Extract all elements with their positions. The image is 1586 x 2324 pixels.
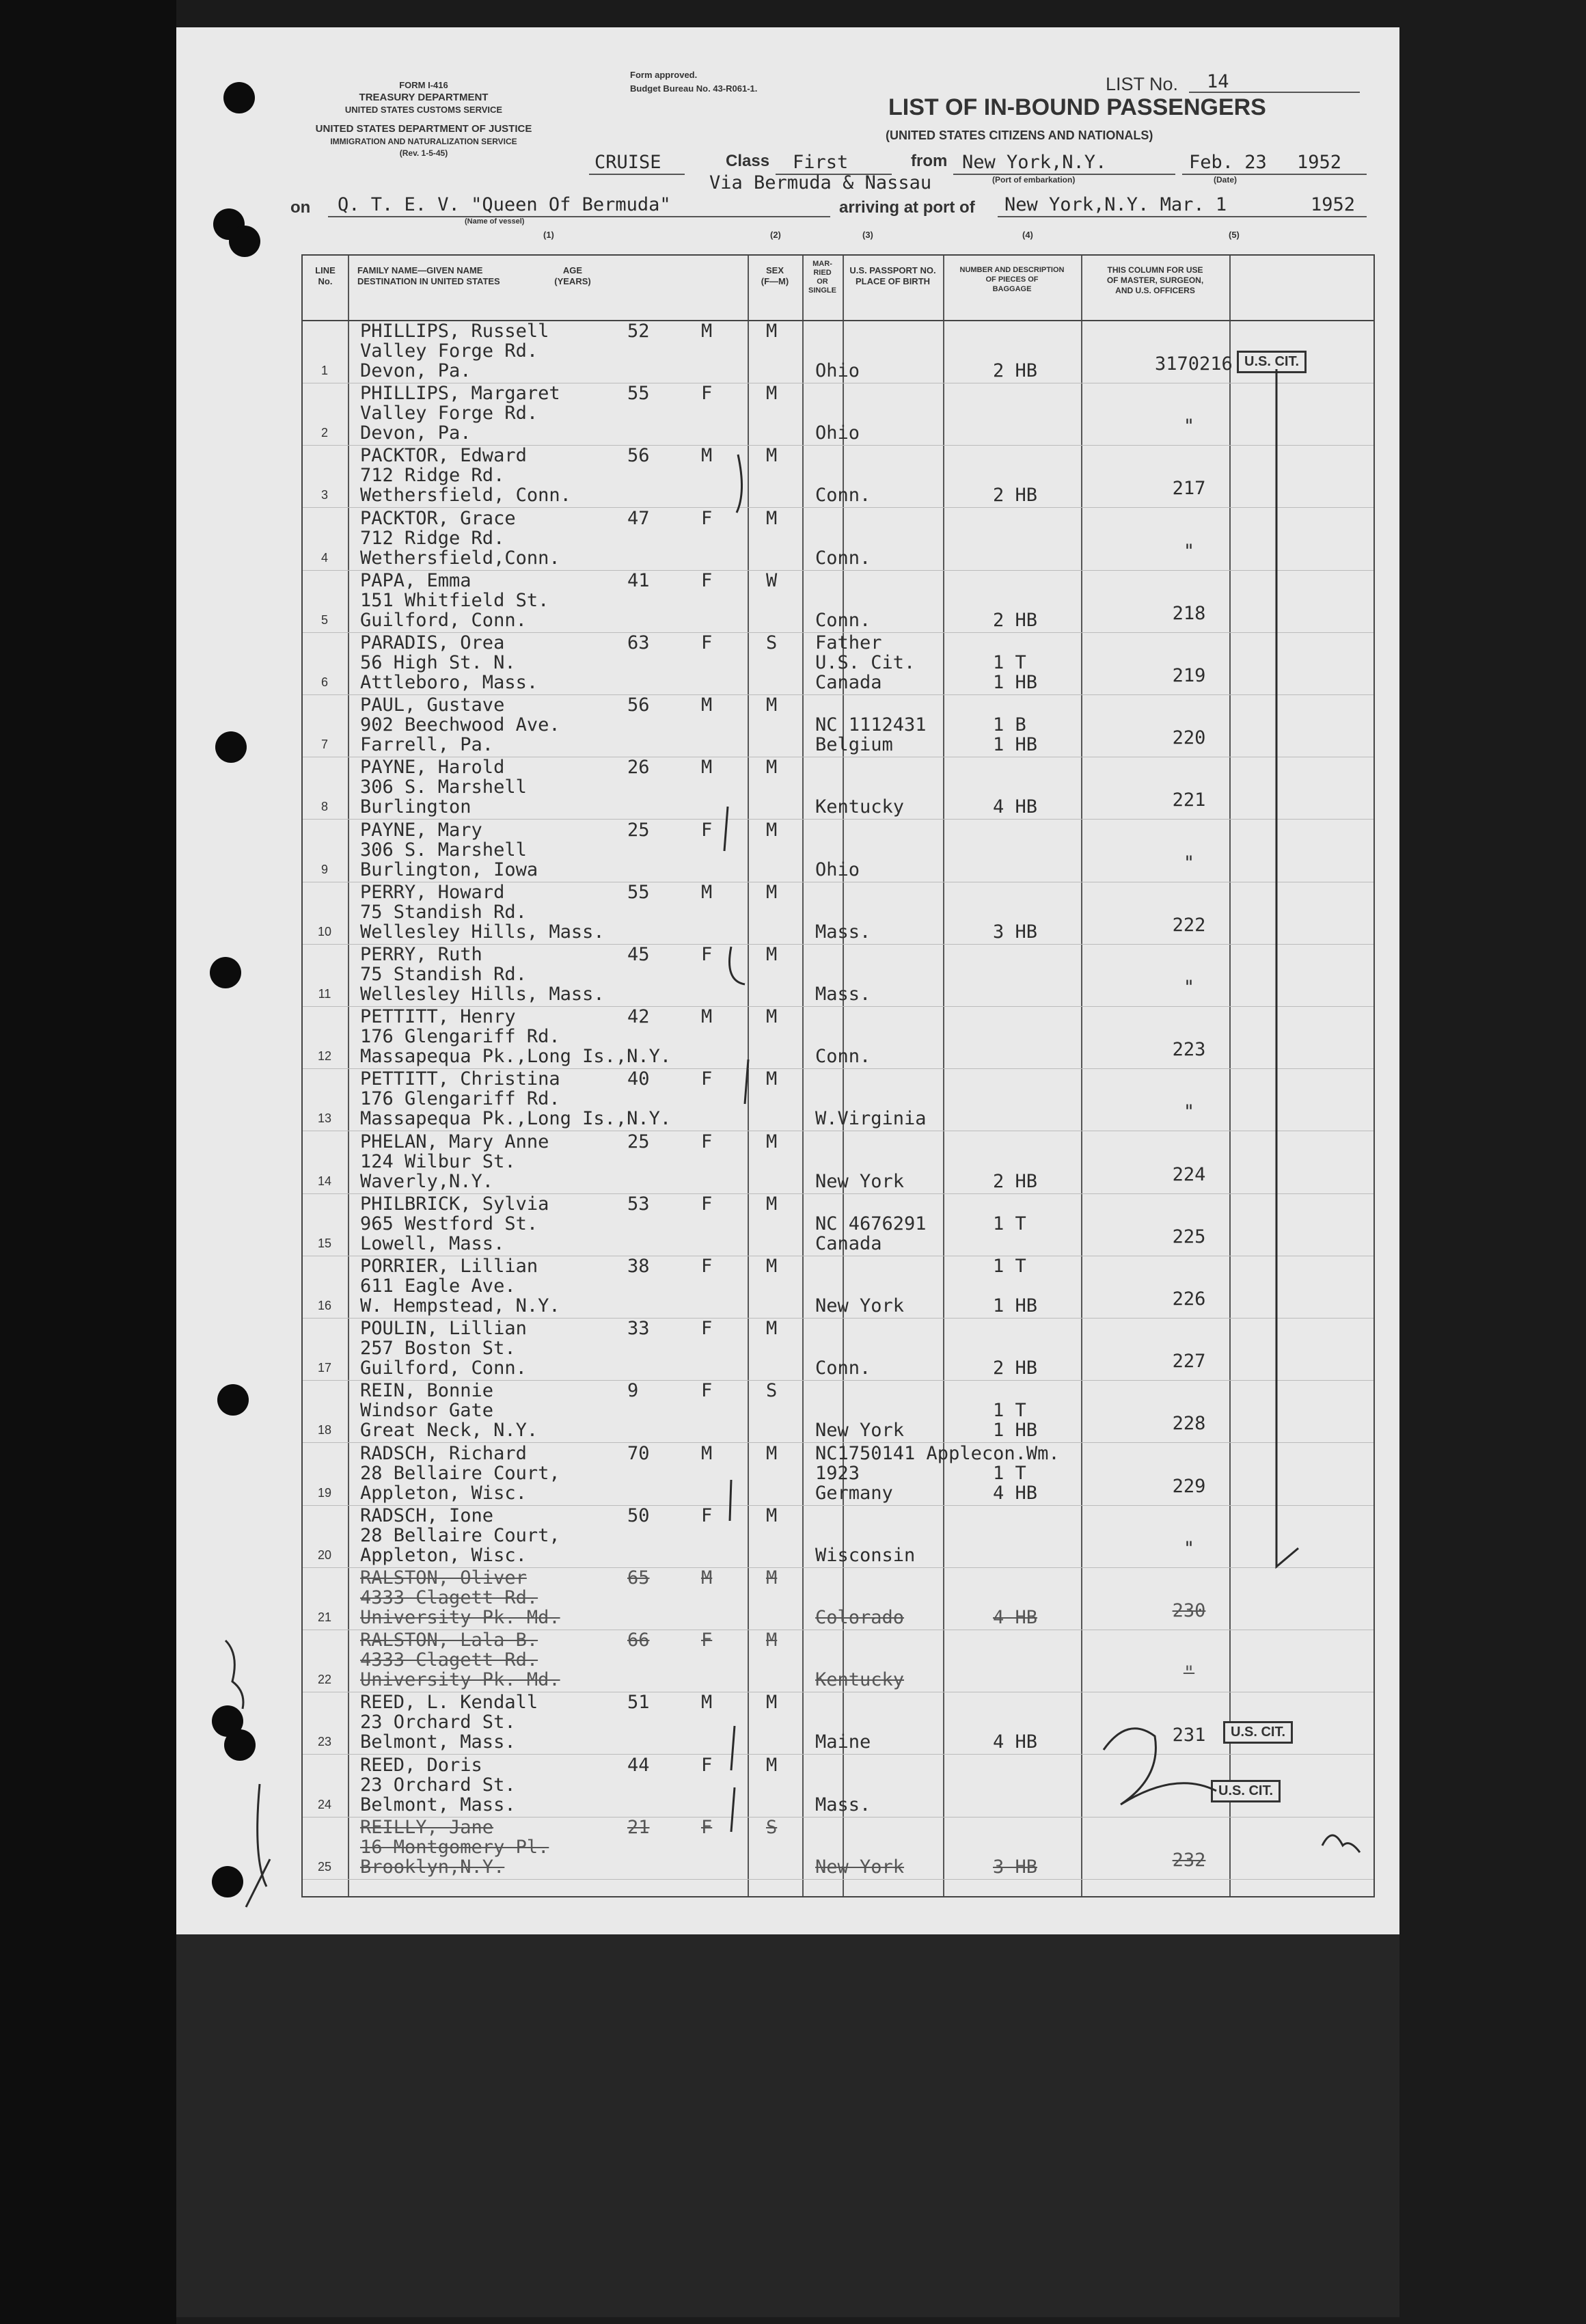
marital-status: M — [766, 383, 778, 405]
place-of-birth: New York — [815, 1856, 905, 1878]
place-of-birth: Maine — [815, 1731, 871, 1753]
baggage-line-3: 1 HB — [993, 734, 1038, 756]
place-of-birth: Conn. — [815, 609, 871, 631]
passenger-name: PARADIS, Orea — [360, 632, 505, 653]
marital-status: M — [766, 1692, 778, 1714]
form-number: FORM I-416 — [399, 80, 448, 90]
line-number: 14 — [317, 1174, 332, 1188]
baggage-line-3: 2 HB — [993, 1170, 1038, 1192]
officer-certificate-no: 226 — [1172, 1288, 1206, 1310]
passenger-name: REIN, Bonnie — [360, 1380, 494, 1402]
passenger-age: 70 — [627, 1442, 650, 1464]
officer-certificate-no: 3170216 — [1155, 353, 1233, 375]
passenger-name: PHILBRICK, Sylvia — [360, 1193, 549, 1215]
header-line-no: LINE No. — [315, 265, 336, 286]
line-number: 6 — [320, 675, 328, 689]
place-of-birth: Colorado — [815, 1607, 905, 1628]
us-citizen-stamp: U.S. CIT. — [1211, 1780, 1281, 1802]
line-number: 25 — [317, 1859, 332, 1874]
officer-certificate-no: 229 — [1172, 1475, 1206, 1497]
passenger-sex: M — [701, 1006, 713, 1028]
passenger-street: 257 Boston St. — [360, 1338, 516, 1360]
baggage-line-3: 2 HB — [993, 360, 1038, 381]
passenger-age: 38 — [627, 1256, 650, 1277]
passenger-destination: University Pk. Md. — [360, 1607, 560, 1628]
line-number: 2 — [320, 426, 328, 440]
officer-certificate-no: 222 — [1172, 914, 1206, 936]
passenger-age: 55 — [627, 383, 650, 405]
marital-status: M — [766, 445, 778, 467]
marital-status: M — [766, 1256, 778, 1277]
passenger-sex: F — [701, 1068, 713, 1090]
marital-status: M — [766, 1318, 778, 1340]
passenger-destination: University Pk. Md. — [360, 1669, 560, 1691]
embarkation-date: Feb. 23 — [1189, 152, 1267, 173]
col-number-4: (4) — [1022, 230, 1033, 240]
passenger-age: 25 — [627, 819, 650, 841]
passport-line-2: NC 1112431 — [815, 714, 927, 736]
place-of-birth: Ohio — [815, 422, 860, 444]
place-of-birth: Canada — [815, 1232, 882, 1254]
officer-certificate-no: " — [1183, 852, 1195, 874]
place-of-birth: Conn. — [815, 1357, 871, 1379]
officer-certificate-no: " — [1183, 1662, 1195, 1684]
baggage-line-2: 1 B — [993, 714, 1026, 736]
passenger-destination: Brooklyn,N.Y. — [360, 1856, 505, 1878]
passenger-age: 66 — [627, 1630, 650, 1651]
officer-certificate-no: 224 — [1172, 1163, 1206, 1185]
form-approved: Form approved. — [630, 70, 698, 80]
officer-certificate-no: 218 — [1172, 602, 1206, 624]
passenger-street: 965 Westford St. — [360, 1213, 538, 1234]
passenger-sex: F — [701, 1816, 713, 1838]
place-of-birth: Germany — [815, 1482, 893, 1504]
passenger-age: 47 — [627, 507, 650, 529]
passenger-age: 42 — [627, 1006, 650, 1028]
passenger-sex: F — [701, 383, 713, 405]
passenger-street: 151 Whitfield St. — [360, 589, 549, 611]
passenger-age: 65 — [627, 1567, 650, 1589]
officer-certificate-no: 223 — [1172, 1039, 1206, 1061]
passenger-street: 902 Beechwood Ave. — [360, 714, 560, 736]
passenger-street: 4333 Clagett Rd. — [360, 1649, 538, 1671]
line-number: 1 — [320, 364, 328, 377]
baggage-line-2: 1 T — [993, 652, 1026, 673]
line-number: 7 — [320, 738, 328, 752]
from-label: from — [911, 152, 948, 170]
col-number-5: (5) — [1229, 230, 1240, 240]
baggage-line-2: 1 T — [993, 1400, 1026, 1422]
marital-status: M — [766, 321, 778, 342]
officer-certificate-no: " — [1183, 1101, 1195, 1123]
marital-status: M — [766, 757, 778, 779]
passenger-age: 53 — [627, 1193, 650, 1215]
passenger-street: 306 S. Marshell — [360, 839, 527, 861]
officer-certificate-no: 221 — [1172, 789, 1206, 811]
place-of-birth: New York — [815, 1170, 905, 1192]
passenger-sex: F — [701, 1318, 713, 1340]
dept-justice: UNITED STATES DEPARTMENT OF JUSTICE — [315, 123, 532, 135]
passenger-name: PORRIER, Lillian — [360, 1256, 538, 1277]
passenger-name: REED, L. Kendall — [360, 1692, 538, 1714]
dept-customs: UNITED STATES CUSTOMS SERVICE — [344, 105, 503, 115]
passenger-street: 712 Ridge Rd. — [360, 465, 505, 487]
marital-status: M — [766, 1193, 778, 1215]
passenger-destination: Devon, Pa. — [360, 360, 471, 381]
passenger-street: 306 S. Marshell — [360, 776, 527, 798]
passenger-destination: Belmont, Mass. — [360, 1731, 516, 1753]
passenger-street: 611 Eagle Ave. — [360, 1275, 516, 1297]
place-of-birth: Mass. — [815, 1794, 871, 1815]
marital-status: S — [766, 1380, 778, 1402]
class-value: First — [793, 152, 849, 173]
baggage-line-3: 2 HB — [993, 485, 1038, 506]
passenger-street: 23 Orchard St. — [360, 1712, 516, 1733]
passenger-name: PERRY, Howard — [360, 881, 505, 903]
header-sex: SEX (F—M) — [761, 265, 789, 286]
passport-line-1: NC1750141 Applecon.Wm. — [815, 1442, 1060, 1464]
passenger-name: PACKTOR, Grace — [360, 507, 516, 529]
passenger-destination: Great Neck, N.Y. — [360, 1420, 538, 1442]
line-number: 10 — [317, 924, 332, 938]
passenger-age: 45 — [627, 944, 650, 965]
manifest-subtitle: (UNITED STATES CITIZENS AND NATIONALS) — [886, 129, 1153, 142]
passenger-name: POULIN, Lillian — [360, 1318, 527, 1340]
place-of-birth: Wisconsin — [815, 1544, 916, 1566]
embarkation-year: 1952 — [1297, 152, 1342, 173]
place-of-birth: Kentucky — [815, 796, 905, 818]
passenger-destination: Appleton, Wisc. — [360, 1544, 527, 1566]
passenger-destination: Appleton, Wisc. — [360, 1482, 527, 1504]
passenger-sex: F — [701, 1380, 713, 1402]
passport-line-1: Father — [815, 632, 882, 653]
baggage-line-2: 1 T — [993, 1213, 1026, 1234]
passenger-destination: Devon, Pa. — [360, 422, 471, 444]
place-of-birth: Mass. — [815, 984, 871, 1005]
passenger-name: REILLY, Jane — [360, 1816, 494, 1838]
place-of-birth: Kentucky — [815, 1669, 905, 1691]
baggage-line-3: 1 HB — [993, 1420, 1038, 1442]
arriving-label: arriving at port of — [839, 198, 975, 217]
passenger-name: PHILLIPS, Margaret — [360, 383, 560, 405]
line-number: 21 — [317, 1610, 332, 1624]
marital-status: M — [766, 881, 778, 903]
marital-status: M — [766, 1754, 778, 1776]
passenger-sex: F — [701, 1131, 713, 1152]
passenger-name: PACKTOR, Edward — [360, 445, 527, 467]
passenger-street: 23 Orchard St. — [360, 1774, 516, 1796]
passenger-age: 21 — [627, 1816, 650, 1838]
line-number: 20 — [317, 1548, 332, 1562]
passenger-destination: Wellesley Hills, Mass. — [360, 984, 605, 1005]
bracket-line — [1276, 369, 1298, 1567]
line-number: 11 — [318, 987, 331, 1001]
passenger-age: 9 — [627, 1380, 639, 1402]
passenger-sex: F — [701, 819, 713, 841]
col-number-1: (1) — [543, 230, 554, 240]
place-of-birth: New York — [815, 1420, 905, 1442]
place-of-birth: Mass. — [815, 921, 871, 943]
officer-certificate-no: " — [1183, 977, 1195, 998]
line-number: 15 — [317, 1236, 332, 1250]
passenger-age: 56 — [627, 694, 650, 716]
line-number: 13 — [317, 1111, 332, 1126]
passenger-street: Windsor Gate — [360, 1400, 494, 1422]
line-number: 19 — [317, 1485, 332, 1500]
passenger-street: 75 Standish Rd. — [360, 901, 527, 923]
passenger-sex: M — [701, 757, 713, 779]
passenger-destination: Belmont, Mass. — [360, 1794, 516, 1815]
passenger-street: 28 Bellaire Court, — [360, 1462, 560, 1484]
passenger-sex: F — [701, 632, 713, 653]
passenger-sex: M — [701, 694, 713, 716]
place-of-birth: Conn. — [815, 1046, 871, 1068]
list-no-label: LIST No. — [1106, 74, 1179, 94]
manifest-title: LIST OF IN-BOUND PASSENGERS — [888, 94, 1266, 120]
passenger-street: 712 Ridge Rd. — [360, 527, 505, 549]
line-number: 3 — [320, 488, 328, 502]
passenger-sex: M — [701, 1692, 713, 1714]
us-citizen-stamp: U.S. CIT. — [1237, 351, 1307, 373]
line-number: 17 — [317, 1361, 332, 1375]
passenger-street: 176 Glengariff Rd. — [360, 1026, 560, 1048]
header-baggage: NUMBER AND DESCRIPTION OF PIECES OF BAGGAGE — [959, 266, 1065, 293]
marital-status: W — [766, 569, 778, 591]
passenger-name: PETTITT, Christina — [360, 1068, 560, 1090]
passenger-street: 124 Wilbur St. — [360, 1150, 516, 1172]
marital-status: S — [766, 632, 778, 653]
baggage-line-3: 4 HB — [993, 1731, 1038, 1753]
signature — [1104, 1729, 1216, 1805]
cruise-label: CRUISE — [594, 152, 661, 173]
passenger-age: 26 — [627, 757, 650, 779]
place-of-birth: W.Virginia — [815, 1108, 927, 1130]
form-revision: (Rev. 1-5-45) — [399, 148, 448, 158]
place-of-birth: Conn. — [815, 485, 871, 506]
marital-status: M — [766, 1442, 778, 1464]
passenger-name: RADSCH, Richard — [360, 1442, 527, 1464]
passenger-destination: Massapequa Pk.,Long Is.,N.Y. — [360, 1108, 672, 1130]
passenger-street: 16 Montgomery Pl. — [360, 1836, 549, 1858]
passenger-destination: Waverly,N.Y. — [360, 1170, 494, 1192]
dept-treasury: TREASURY DEPARTMENT — [359, 92, 489, 103]
passenger-age: 56 — [627, 445, 650, 467]
passenger-name: PAPA, Emma — [360, 569, 471, 591]
passenger-sex: F — [701, 569, 713, 591]
baggage-line-3: 2 HB — [993, 609, 1038, 631]
passenger-destination: Guilford, Conn. — [360, 609, 527, 631]
baggage-line-3: 4 HB — [993, 1607, 1038, 1628]
line-number: 22 — [317, 1673, 332, 1687]
passenger-age: 25 — [627, 1131, 650, 1152]
vessel-name: Q. T. E. V. "Queen Of Bermuda" — [338, 194, 671, 215]
baggage-line-3: 1 HB — [993, 672, 1038, 693]
baggage-line-3: 1 HB — [993, 1295, 1038, 1316]
passenger-destination: Farrell, Pa. — [360, 734, 494, 756]
passenger-street: Valley Forge Rd. — [360, 340, 538, 362]
marital-status: M — [766, 944, 778, 965]
passenger-sex: M — [701, 881, 713, 903]
passenger-name: PERRY, Ruth — [360, 944, 482, 965]
passenger-destination: Lowell, Mass. — [360, 1232, 505, 1254]
passenger-name: RADSCH, Ione — [360, 1504, 494, 1526]
embarkation-port: New York,N.Y. — [962, 152, 1107, 173]
line-number: 5 — [320, 612, 328, 627]
marital-status: M — [766, 694, 778, 716]
passenger-name: PAUL, Gustave — [360, 694, 505, 716]
place-of-birth: Ohio — [815, 360, 860, 381]
officer-certificate-no: 225 — [1172, 1226, 1206, 1247]
header-name: FAMILY NAME—GIVEN NAME DESTINATION IN UNITED STATES — [357, 265, 500, 286]
passenger-sex: F — [701, 1754, 713, 1776]
passenger-age: 41 — [627, 569, 650, 591]
passenger-destination: W. Hempstead, N.Y. — [360, 1295, 560, 1316]
passenger-name: REED, Doris — [360, 1754, 482, 1776]
baggage-line-3: 4 HB — [993, 1482, 1038, 1504]
passenger-name: PHILLIPS, Russell — [360, 321, 549, 342]
line-number: 24 — [317, 1797, 332, 1811]
officer-certificate-no: " — [1183, 540, 1195, 562]
passenger-destination: Massapequa Pk.,Long Is.,N.Y. — [360, 1046, 672, 1068]
col-number-2: (2) — [770, 230, 781, 240]
officer-certificate-no: 228 — [1172, 1413, 1206, 1435]
header-married: MAR- RIED OR SINGLE — [808, 260, 836, 295]
baggage-line-3: 3 HB — [993, 1856, 1038, 1878]
us-citizen-stamp: U.S. CIT. — [1223, 1721, 1293, 1744]
passenger-sex: F — [701, 944, 713, 965]
passenger-sex: F — [701, 1630, 713, 1651]
passenger-street: 56 High St. N. — [360, 652, 516, 673]
officer-certificate-no: " — [1183, 1537, 1195, 1559]
passenger-sex: F — [701, 1193, 713, 1215]
passenger-street: 176 Glengariff Rd. — [360, 1088, 560, 1110]
passenger-destination: Burlington, Iowa — [360, 859, 538, 880]
col-number-3: (3) — [862, 230, 873, 240]
dept-immigration: IMMIGRATION AND NATURALIZATION SERVICE — [330, 137, 517, 146]
place-of-birth: Conn. — [815, 547, 871, 569]
passport-line-2: NC 4676291 — [815, 1213, 927, 1234]
passenger-name: PETTITT, Henry — [360, 1006, 516, 1028]
baggage-line-3: 4 HB — [993, 796, 1038, 818]
line-number: 8 — [320, 800, 328, 814]
passenger-destination: Wethersfield,Conn. — [360, 547, 560, 569]
officer-certificate-no: " — [1183, 416, 1195, 437]
place-of-birth: Canada — [815, 672, 882, 693]
list-number: 14 — [1207, 71, 1229, 92]
passenger-name: RALSTON, Lala B. — [360, 1630, 538, 1651]
passenger-age: 55 — [627, 881, 650, 903]
marital-status: S — [766, 1816, 778, 1838]
officer-certificate-no: 220 — [1172, 727, 1206, 749]
passenger-sex: M — [701, 445, 713, 467]
baggage-line-3: 2 HB — [993, 1357, 1038, 1379]
via-ports: Via Bermuda & Nassau — [709, 172, 932, 193]
passenger-age: 50 — [627, 1504, 650, 1526]
line-number: 23 — [317, 1735, 332, 1749]
passenger-sex: M — [701, 1442, 713, 1464]
passport-line-2: U.S. Cit. — [815, 652, 916, 673]
class-label: Class — [726, 152, 770, 170]
passenger-destination: Burlington — [360, 796, 471, 818]
passenger-destination: Attleboro, Mass. — [360, 672, 538, 693]
officer-certificate-no: 227 — [1172, 1351, 1206, 1373]
passenger-name: PHELAN, Mary Anne — [360, 1131, 549, 1152]
marital-status: M — [766, 1131, 778, 1152]
date-caption: (Date) — [1214, 175, 1238, 185]
on-label: on — [290, 198, 311, 217]
officer-certificate-no: 230 — [1172, 1600, 1206, 1621]
marital-status: M — [766, 1068, 778, 1090]
passenger-age: 33 — [627, 1318, 650, 1340]
passenger-destination: Wethersfield, Conn. — [360, 485, 571, 506]
passenger-street: 75 Standish Rd. — [360, 964, 527, 985]
passenger-age: 44 — [627, 1754, 650, 1776]
passenger-age: 63 — [627, 632, 650, 653]
passenger-age: 51 — [627, 1692, 650, 1714]
passenger-street: 28 Bellaire Court, — [360, 1524, 560, 1546]
baggage-line-1: 1 T — [993, 1256, 1026, 1277]
passenger-sex: F — [701, 1256, 713, 1277]
marital-status: M — [766, 1504, 778, 1526]
marital-status: M — [766, 507, 778, 529]
officer-certificate-no: 232 — [1172, 1849, 1206, 1871]
passenger-age: 40 — [627, 1068, 650, 1090]
baggage-line-3: 3 HB — [993, 921, 1038, 943]
marital-status: M — [766, 1567, 778, 1589]
line-number: 12 — [317, 1049, 332, 1064]
arrival-port: New York,N.Y. Mar. 1 — [1004, 194, 1227, 215]
embarkation-caption: (Port of embarkation) — [992, 175, 1076, 185]
officer-certificate-no: 217 — [1172, 478, 1206, 500]
line-number: 4 — [320, 550, 328, 565]
budget-bureau: Budget Bureau No. 43-R061-1. — [630, 83, 758, 94]
marital-status: M — [766, 819, 778, 841]
passenger-street: Valley Forge Rd. — [360, 403, 538, 424]
officer-certificate-no: 219 — [1172, 665, 1206, 686]
passenger-sex: M — [701, 1567, 713, 1589]
passenger-sex: M — [701, 321, 713, 342]
header-age: AGE (YEARS) — [554, 265, 591, 286]
passenger-destination: Wellesley Hills, Mass. — [360, 921, 605, 943]
place-of-birth: Belgium — [815, 734, 893, 756]
header-officers: THIS COLUMN FOR USE OF MASTER, SURGEON, AND U.S. OFFICERS — [1106, 265, 1204, 295]
vessel-caption: (Name of vessel) — [465, 217, 525, 226]
marital-status: M — [766, 1630, 778, 1651]
baggage-line-2: 1 T — [993, 1462, 1026, 1484]
passenger-street: 4333 Clagett Rd. — [360, 1587, 538, 1608]
line-number: 9 — [320, 862, 328, 876]
header-passport: U.S. PASSPORT NO. PLACE OF BIRTH — [849, 265, 936, 286]
passenger-sex: F — [701, 1504, 713, 1526]
passport-line-2: 1923 — [815, 1462, 860, 1484]
arrival-year: 1952 — [1311, 194, 1356, 215]
place-of-birth: New York — [815, 1295, 905, 1316]
passenger-name: RALSTON, Oliver — [360, 1567, 527, 1589]
passenger-destination: Guilford, Conn. — [360, 1357, 527, 1379]
line-number: 16 — [317, 1299, 332, 1312]
officer-certificate-no: 231 — [1172, 1725, 1206, 1746]
place-of-birth: Ohio — [815, 859, 860, 880]
marital-status: M — [766, 1006, 778, 1028]
passenger-age: 52 — [627, 321, 650, 342]
passenger-name: PAYNE, Harold — [360, 757, 505, 779]
line-number: 18 — [317, 1423, 332, 1437]
passenger-name: PAYNE, Mary — [360, 819, 482, 841]
passenger-sex: F — [701, 507, 713, 529]
